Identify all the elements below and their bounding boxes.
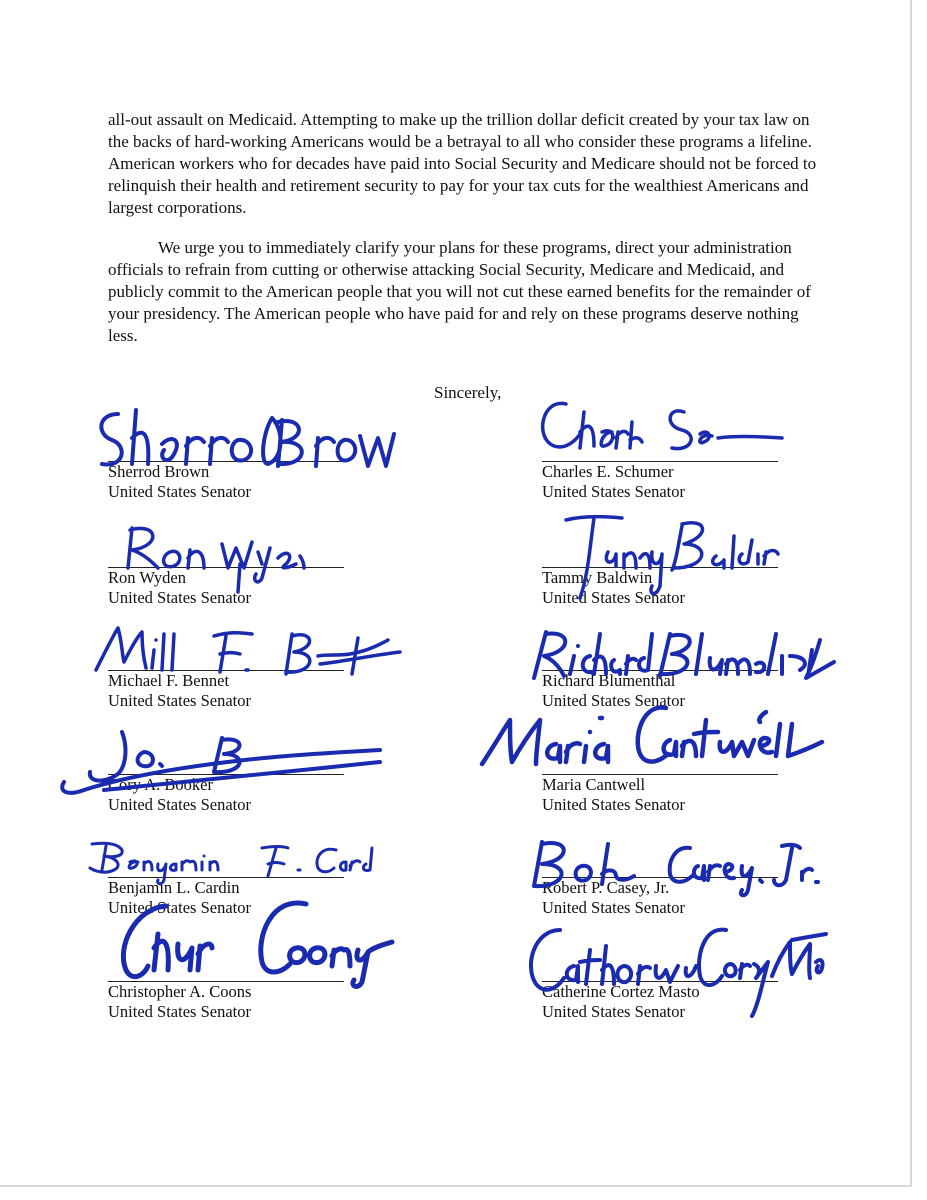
signatory-title: United States Senator [108,795,251,814]
signatory-name: Ron Wyden [108,568,186,587]
letter-paragraph-1: all-out assault on Medicaid. Attempting to make up the trillion dollar deficit created by your tax law on the backs of hard-working Americans would be a betrayal to all who consider these programs a lifeline. American workers who for decades have paid into Social Security and Medicare should not be forced to relinquish their health and retirement security to pay for your tax cuts for the wealthiest Americans and largest corporations. [108,110,817,217]
signatory-title: United States Senator [108,588,251,607]
signatory-title: United States Senator [542,1002,685,1021]
signatory-title: United States Senator [542,482,685,501]
signatory-name: Maria Cantwell [542,775,646,794]
signatory-name: Tammy Baldwin [542,568,653,587]
signature-handwriting-blumenthal [520,620,840,690]
signatory-title: United States Senator [108,482,251,501]
signatory-name: Charles E. Schumer [542,462,674,481]
signature-handwriting-cardin [78,834,378,894]
signature-handwriting-booker [44,722,384,802]
signature-handwriting-casey [520,830,820,900]
signature-handwriting-coons [96,886,396,996]
signature-handwriting-cortez-masto [520,916,830,1026]
signatory-name: Cory A. Booker [108,775,213,794]
signature-handwriting-baldwin [532,506,782,606]
signatory-title: United States Senator [542,588,685,607]
signatory-name: Robert P. Casey, Jr. [542,878,670,897]
signatory-title: United States Senator [108,1002,251,1021]
signature-handwriting-bennet [88,614,418,684]
signature-handwriting-brown [88,394,398,484]
signature-handwriting-cantwell [470,690,840,790]
closing-salutation: Sincerely, [434,383,502,402]
page-edge-bottom [0,1185,912,1187]
signatory-name: Richard Blumenthal [542,671,676,690]
signatory-title: United States Senator [108,691,251,710]
signatory-name: Sherrod Brown [108,462,210,481]
signatory-name: Catherine Cortez Masto [542,982,700,1001]
signatory-title: United States Senator [108,898,251,917]
signatory-name: Christopher A. Coons [108,982,252,1001]
page-edge-right [910,0,912,1185]
signatory-title: United States Senator [542,898,685,917]
signatory-name: Benjamin L. Cardin [108,878,240,897]
letter-paragraph-2: We urge you to immediately clarify your plans for these programs, direct your administration officials to refrain from cutting or otherwise attacking Social Security, Medicare and Medicaid, and publicly commit to the American people that you will not cut these earned benefits for the remainder of your presidency. The American people who have paid for and rely on these programs deserve nothing less. [108,238,811,345]
signatory-title: United States Senator [542,795,685,814]
signature-block-schumer [542,461,802,511]
signature-handwriting-schumer [532,392,792,462]
signatory-name: Michael F. Bennet [108,671,230,690]
signatory-title: United States Senator [542,691,685,710]
signature-handwriting-wyden [118,518,308,588]
